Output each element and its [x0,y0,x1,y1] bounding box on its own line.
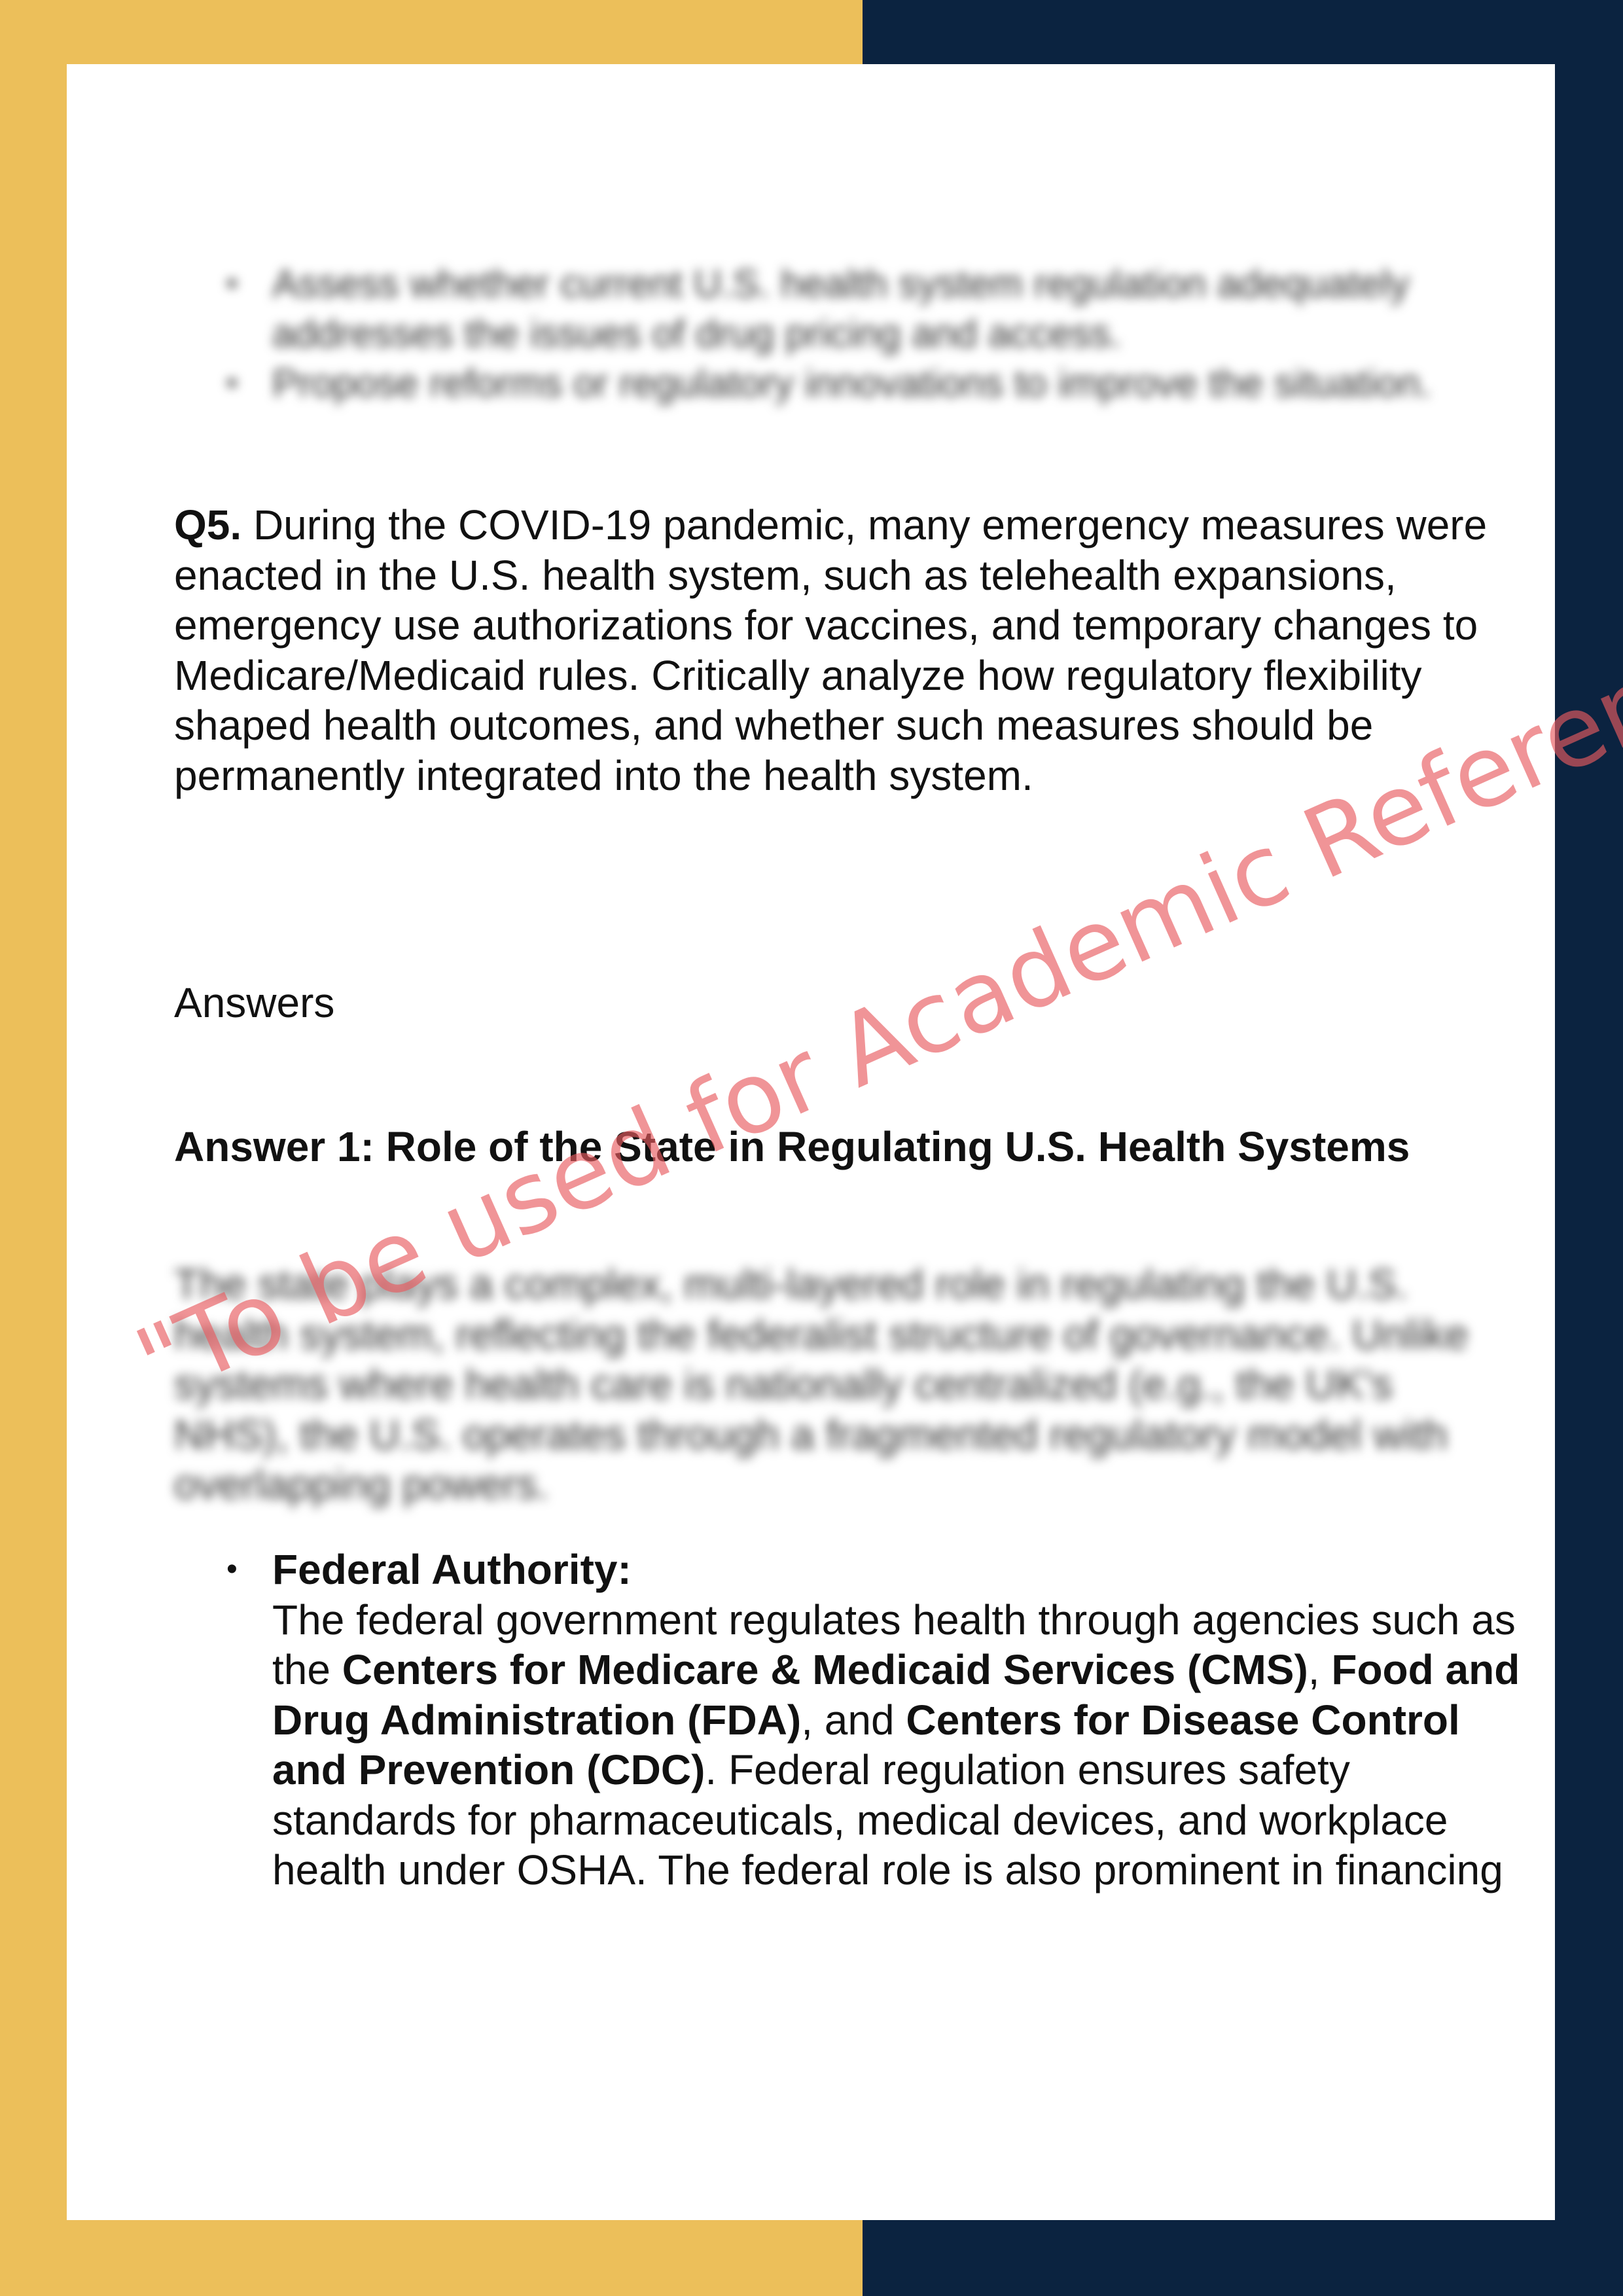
list-item: • Propose reforms or regulatory innovations to improve the situation. [175,359,1517,408]
separator: , and [801,1696,906,1744]
watermark: "To be used for Academic Reference [120,597,1623,1422]
question-5 [174,500,1509,800]
blurred-bullet-list [175,259,1517,408]
fda-term: Food and Drug Administration (FDA) [272,1646,1520,1744]
cms-term: Centers for Medicare & Medicaid Services (CMS) [342,1646,1308,1693]
answers-heading: Answers [174,979,335,1026]
list-item-federal-authority [175,1545,1530,1895]
answer-1-intro: The state plays a complex, multi-layered role in regulating the U.S. health system, reflecting the federalist structure of governance. Unlike systems where health care is nationally centralized (e.g., the UK's NHS), the U.S. operates through a fragmented regulatory model with overlapping powers. [174,1261,1469,1508]
federal-authority-title: • Federal Authority: [272,1546,632,1593]
document-page [67,64,1623,2220]
federal-text: The federal government regulates health through agencies such as the [272,1596,1516,1693]
cdc-term: Centers for Disease Control and Prevention (CDC) [272,1696,1460,1793]
separator: , [1308,1646,1332,1693]
question-label: Q5. [174,501,242,548]
federal-text-continued: . Federal regulation ensures safety standards for pharmaceuticals, medical devices, and workplace health under OSHA. The federal role is also prominent in financing [272,1746,1503,1893]
list-item: • Assess whether current U.S. health system regulation adequately addresses the issues of drug pricing and access. [175,259,1517,359]
answer-1-bullet-list [175,1545,1530,1895]
question-text: During the COVID-19 pandemic, many emergency measures were enacted in the U.S. health system, such as telehealth expansions, emergency use authorizations for vaccines, and temporary changes to Medicare/Medicaid rules. Critically analyze how regulatory flexibility shaped health outcomes, and whether such measures should be permanently integrated into the health system. [174,501,1488,799]
answer-1-title: Answer 1: Role of the State in Regulating U.S. Health Systems [174,1123,1410,1170]
